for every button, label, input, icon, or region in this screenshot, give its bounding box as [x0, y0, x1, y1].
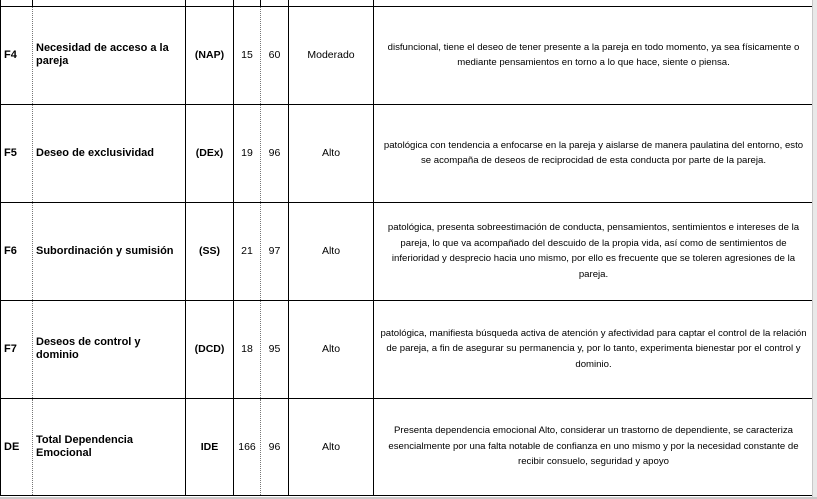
factor-name-cell[interactable]: Total Dependencia Emocional	[33, 398, 186, 495]
factor-abbr-cell[interactable]: IDE	[186, 398, 234, 495]
factor-name-cell[interactable]: Subordinación y sumisión	[33, 202, 186, 300]
table-row-f4	[1, 6, 814, 104]
factor-abbr-cell[interactable]: (SS)	[186, 202, 234, 300]
description-cell[interactable]: patológica con tendencia a enfocarse en la pareja y aislarse de manera paulatina del entorno, esto se acompaña de deseos de reciprocidad de esta conducta por parte de la pareja.	[374, 104, 814, 202]
percentile-cell[interactable]: 96	[261, 104, 289, 202]
factor-abbr-cell[interactable]: (DEx)	[186, 104, 234, 202]
description-cell[interactable]: Presenta dependencia emocional Alto, considerar un trastorno de dependiente, se caracteriza esencialmente por una falta notable de confianza en uno mismo y por la necesidad constante de recibir consuelo, seguridad y apoyo	[374, 398, 814, 495]
description-cell[interactable]: patológica, presenta sobreestimación de conducta, pensamientos, sentimientos e intereses de la pareja, lo que va acompañado del descuido de la propia vida, así como de sentimientos de inferioridad y desprecio hacia uno mismo, por ello es frecuente que se toleren agresiones de la pareja.	[374, 202, 814, 300]
table-row-f7	[1, 300, 814, 398]
factor-code-cell[interactable]: DE	[1, 398, 33, 495]
score-cell[interactable]: 19	[234, 104, 261, 202]
level-cell[interactable]: Moderado	[289, 6, 374, 104]
percentile-cell[interactable]: 97	[261, 202, 289, 300]
factor-abbr-cell[interactable]: (DCD)	[186, 300, 234, 398]
factor-code-cell[interactable]: F6	[1, 202, 33, 300]
table-row-f5	[1, 104, 814, 202]
level-cell[interactable]: Alto	[289, 202, 374, 300]
table-row-f6	[1, 202, 814, 300]
percentile-cell[interactable]: 96	[261, 398, 289, 495]
factor-name-cell[interactable]: Necesidad de acceso a la pareja	[33, 6, 186, 104]
factor-code-cell[interactable]: F4	[1, 6, 33, 104]
window-right-edge	[812, 0, 817, 499]
factor-code-cell[interactable]: F5	[1, 104, 33, 202]
percentile-cell[interactable]: 95	[261, 300, 289, 398]
factor-name-cell[interactable]: Deseo de exclusividad	[33, 104, 186, 202]
level-cell[interactable]: Alto	[289, 104, 374, 202]
score-cell[interactable]: 15	[234, 6, 261, 104]
factor-abbr-cell[interactable]: (NAP)	[186, 6, 234, 104]
score-cell[interactable]: 21	[234, 202, 261, 300]
factor-code-cell[interactable]: F7	[1, 300, 33, 398]
table-row-total	[1, 398, 814, 495]
level-cell[interactable]: Alto	[289, 300, 374, 398]
description-cell[interactable]: patológica, manifiesta búsqueda activa de atención y afectividad para captar el control de la relación de pareja, a fin de asegurar su permanencia y, por lo tanto, experimenta bienestar por el control y dominio.	[374, 300, 814, 398]
level-cell[interactable]: Alto	[289, 398, 374, 495]
score-cell[interactable]: 166	[234, 398, 261, 495]
factor-name-cell[interactable]: Deseos de control y dominio	[33, 300, 186, 398]
description-cell[interactable]: disfuncional, tiene el deseo de tener presente a la pareja en todo momento, ya sea físicamente o mediante pensamientos en torno a lo que hace, siente o piensa.	[374, 6, 814, 104]
percentile-cell[interactable]: 60	[261, 6, 289, 104]
score-cell[interactable]: 18	[234, 300, 261, 398]
